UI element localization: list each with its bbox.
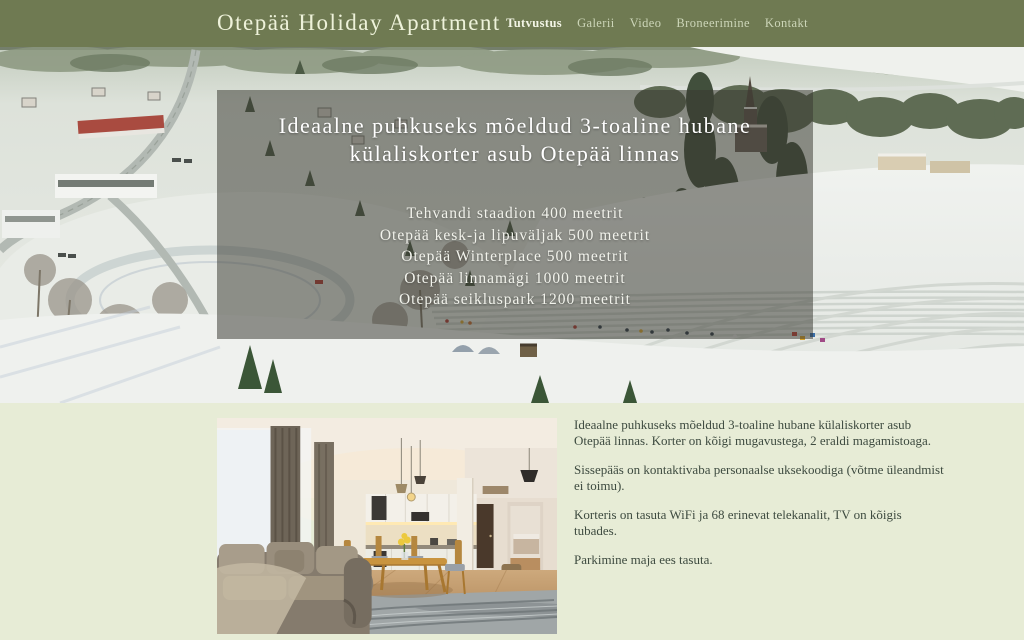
distance-item-tehvandi: Tehvandi staadion 400 meetrit (406, 205, 624, 222)
apartment-photo (217, 418, 557, 634)
distance-item-linnamagi: Otepää linnamägi 1000 meetrit (404, 269, 626, 287)
hero-heading (227, 112, 803, 168)
hero-heading-line-1: Ideaalne puhkuseks mõeldud 3-toaline hubane (278, 113, 752, 138)
nav-item-kontakt[interactable]: Kontakt (764, 16, 808, 30)
nav-item-video[interactable]: Video (629, 16, 662, 30)
hero-distance-list (217, 203, 813, 311)
site-title[interactable]: Otepää Holiday Apartment (217, 10, 501, 35)
site-header (0, 0, 1024, 47)
hero-overlay (217, 90, 813, 339)
about-paragraph-entry: Sissepääs on kontaktivaba personaalse uksekoodiga (võtme üleandmist ei toimu). (574, 462, 944, 493)
hero-section (0, 47, 1024, 403)
hero-heading-line-2: külaliskorter asub Otepää linnas (349, 141, 681, 166)
nav-item-broneerimine[interactable]: Broneerimine (676, 16, 750, 30)
distance-item-winterplace: Otepää Winterplace 500 meetrit (401, 248, 629, 265)
apartment-interior-image (217, 418, 557, 634)
distance-item-seikluspark: Otepää seikluspark 1200 meetrit (398, 291, 631, 308)
about-paragraph-parking: Parkimine maja ees tasuta. (574, 552, 713, 567)
about-text (574, 417, 946, 582)
about-paragraph-wifi: Korteris on tasuta WiFi ja 68 erinevat telekanalit, TV on kõigis tubades. (574, 507, 902, 538)
about-section (0, 403, 1024, 640)
main-nav (506, 16, 808, 31)
nav-item-tutvustus[interactable]: Tutvustus (506, 16, 563, 30)
distance-item-lipuvaljak: Otepää kesk-ja lipuväljak 500 meetrit (379, 226, 651, 244)
nav-item-galerii[interactable]: Galerii (577, 16, 615, 30)
about-paragraph-intro: Ideaalne puhkuseks mõeldud 3-toaline hubane külaliskorter asub Otepää linnas. Korter on kõigi mugavustega, 2 eraldi magamistoaga. (574, 417, 932, 448)
